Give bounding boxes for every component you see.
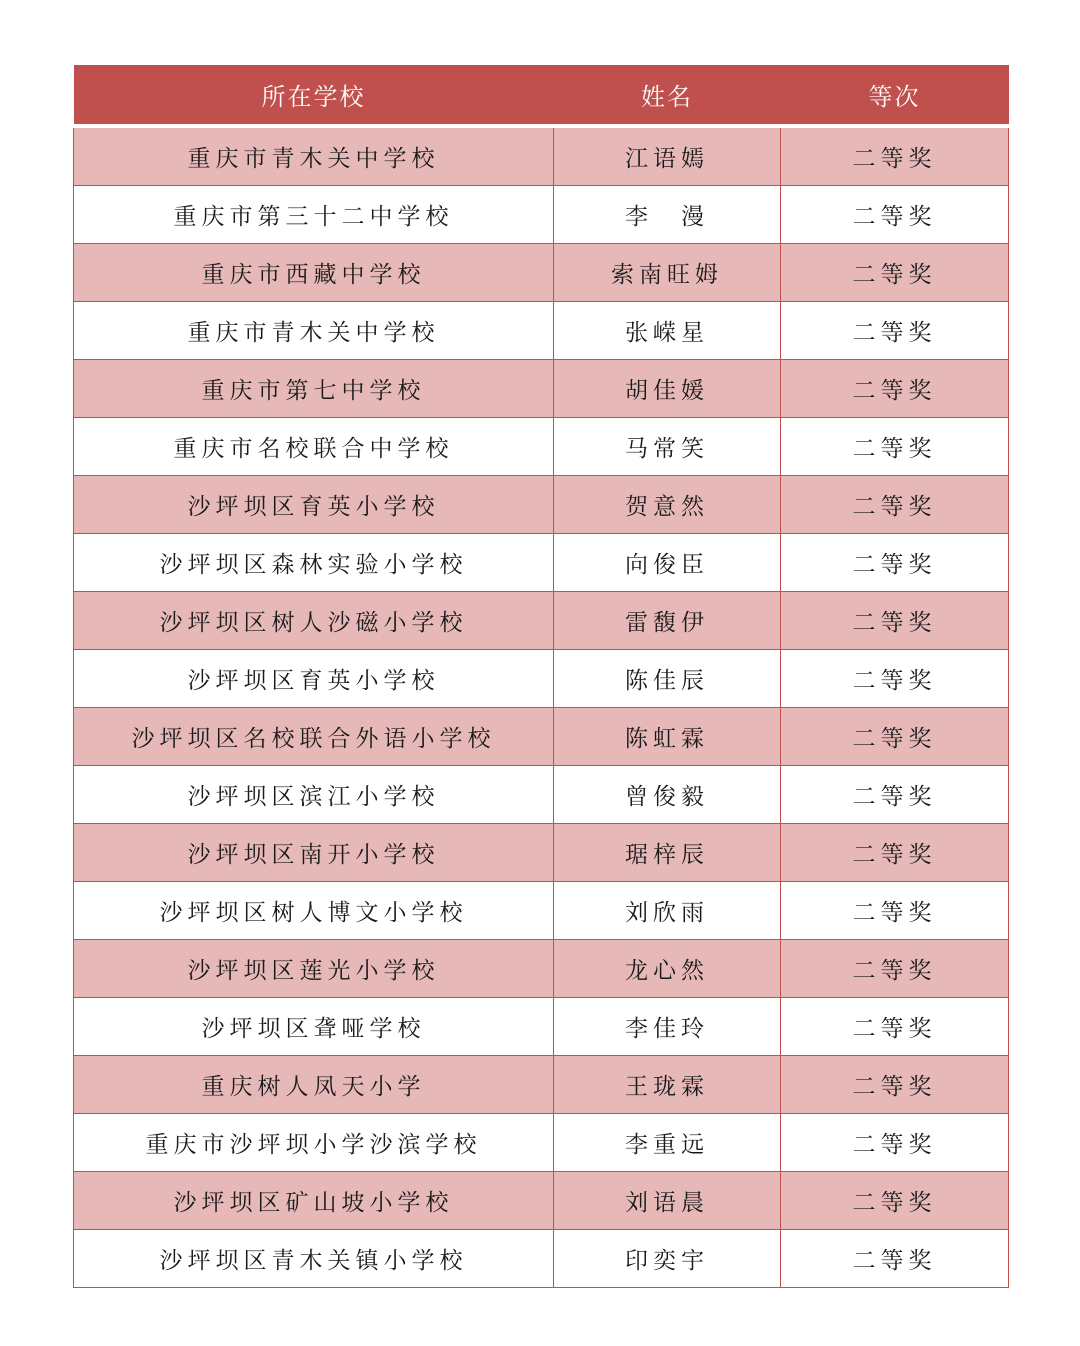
school-cell: 重庆市青木关中学校 <box>74 126 554 186</box>
name-cell: 胡佳媛 <box>554 360 781 418</box>
rank-cell: 二等奖 <box>781 126 1009 186</box>
table-row <box>74 998 1009 1056</box>
table-row <box>74 418 1009 476</box>
header-school: 所在学校 <box>74 65 554 126</box>
rank-cell: 二等奖 <box>781 824 1009 882</box>
name-cell: 陈佳辰 <box>554 650 781 708</box>
name-cell: 曾俊毅 <box>554 766 781 824</box>
school-cell: 重庆市青木关中学校 <box>74 302 554 360</box>
award-table <box>73 65 1009 1288</box>
table-row <box>74 1230 1009 1288</box>
table-row <box>74 1114 1009 1172</box>
table-row <box>74 592 1009 650</box>
name-cell: 王珑霖 <box>554 1056 781 1114</box>
rank-cell: 二等奖 <box>781 1114 1009 1172</box>
school-cell: 沙坪坝区森林实验小学校 <box>74 534 554 592</box>
school-cell: 重庆市第三十二中学校 <box>74 186 554 244</box>
school-cell: 沙坪坝区矿山坡小学校 <box>74 1172 554 1230</box>
header-rank: 等次 <box>781 65 1009 126</box>
rank-cell: 二等奖 <box>781 998 1009 1056</box>
rank-cell: 二等奖 <box>781 882 1009 940</box>
school-cell: 沙坪坝区南开小学校 <box>74 824 554 882</box>
school-cell: 沙坪坝区青木关镇小学校 <box>74 1230 554 1288</box>
table-row <box>74 1056 1009 1114</box>
name-cell: 琚梓辰 <box>554 824 781 882</box>
name-cell: 陈虹霖 <box>554 708 781 766</box>
name-cell: 龙心然 <box>554 940 781 998</box>
school-cell: 沙坪坝区树人博文小学校 <box>74 882 554 940</box>
rank-cell: 二等奖 <box>781 360 1009 418</box>
name-cell: 刘欣雨 <box>554 882 781 940</box>
rank-cell: 二等奖 <box>781 940 1009 998</box>
rank-cell: 二等奖 <box>781 534 1009 592</box>
table-row <box>74 360 1009 418</box>
rank-cell: 二等奖 <box>781 186 1009 244</box>
table-row <box>74 824 1009 882</box>
table-row <box>74 766 1009 824</box>
school-cell: 重庆树人凤天小学 <box>74 1056 554 1114</box>
rank-cell: 二等奖 <box>781 1056 1009 1114</box>
school-cell: 沙坪坝区育英小学校 <box>74 650 554 708</box>
header-name: 姓名 <box>554 65 781 126</box>
table-row <box>74 126 1009 186</box>
school-cell: 沙坪坝区名校联合外语小学校 <box>74 708 554 766</box>
rank-cell: 二等奖 <box>781 766 1009 824</box>
header-row <box>74 65 1009 126</box>
school-cell: 沙坪坝区滨江小学校 <box>74 766 554 824</box>
table-row <box>74 1172 1009 1230</box>
table-row <box>74 302 1009 360</box>
name-cell: 张嵘星 <box>554 302 781 360</box>
school-cell: 重庆市第七中学校 <box>74 360 554 418</box>
name-cell: 江语嫣 <box>554 126 781 186</box>
rank-cell: 二等奖 <box>781 708 1009 766</box>
school-cell: 沙坪坝区育英小学校 <box>74 476 554 534</box>
table-row <box>74 940 1009 998</box>
rank-cell: 二等奖 <box>781 592 1009 650</box>
school-cell: 重庆市西藏中学校 <box>74 244 554 302</box>
rank-cell: 二等奖 <box>781 1230 1009 1288</box>
table-row <box>74 244 1009 302</box>
rank-cell: 二等奖 <box>781 476 1009 534</box>
school-cell: 重庆市沙坪坝小学沙滨学校 <box>74 1114 554 1172</box>
table-body <box>74 126 1009 1288</box>
name-cell: 李 漫 <box>554 186 781 244</box>
school-cell: 沙坪坝区聋哑学校 <box>74 998 554 1056</box>
table-row <box>74 708 1009 766</box>
table-row <box>74 882 1009 940</box>
table-row <box>74 186 1009 244</box>
name-cell: 马常笑 <box>554 418 781 476</box>
name-cell: 雷馥伊 <box>554 592 781 650</box>
school-cell: 沙坪坝区树人沙磁小学校 <box>74 592 554 650</box>
table-row <box>74 534 1009 592</box>
rank-cell: 二等奖 <box>781 302 1009 360</box>
rank-cell: 二等奖 <box>781 244 1009 302</box>
name-cell: 李佳玲 <box>554 998 781 1056</box>
table-row <box>74 650 1009 708</box>
name-cell: 印奕宇 <box>554 1230 781 1288</box>
school-cell: 沙坪坝区莲光小学校 <box>74 940 554 998</box>
name-cell: 刘语晨 <box>554 1172 781 1230</box>
rank-cell: 二等奖 <box>781 650 1009 708</box>
name-cell: 贺意然 <box>554 476 781 534</box>
name-cell: 李重远 <box>554 1114 781 1172</box>
name-cell: 索南旺姆 <box>554 244 781 302</box>
school-cell: 重庆市名校联合中学校 <box>74 418 554 476</box>
table-header <box>74 65 1009 126</box>
rank-cell: 二等奖 <box>781 1172 1009 1230</box>
table-row <box>74 476 1009 534</box>
rank-cell: 二等奖 <box>781 418 1009 476</box>
name-cell: 向俊臣 <box>554 534 781 592</box>
